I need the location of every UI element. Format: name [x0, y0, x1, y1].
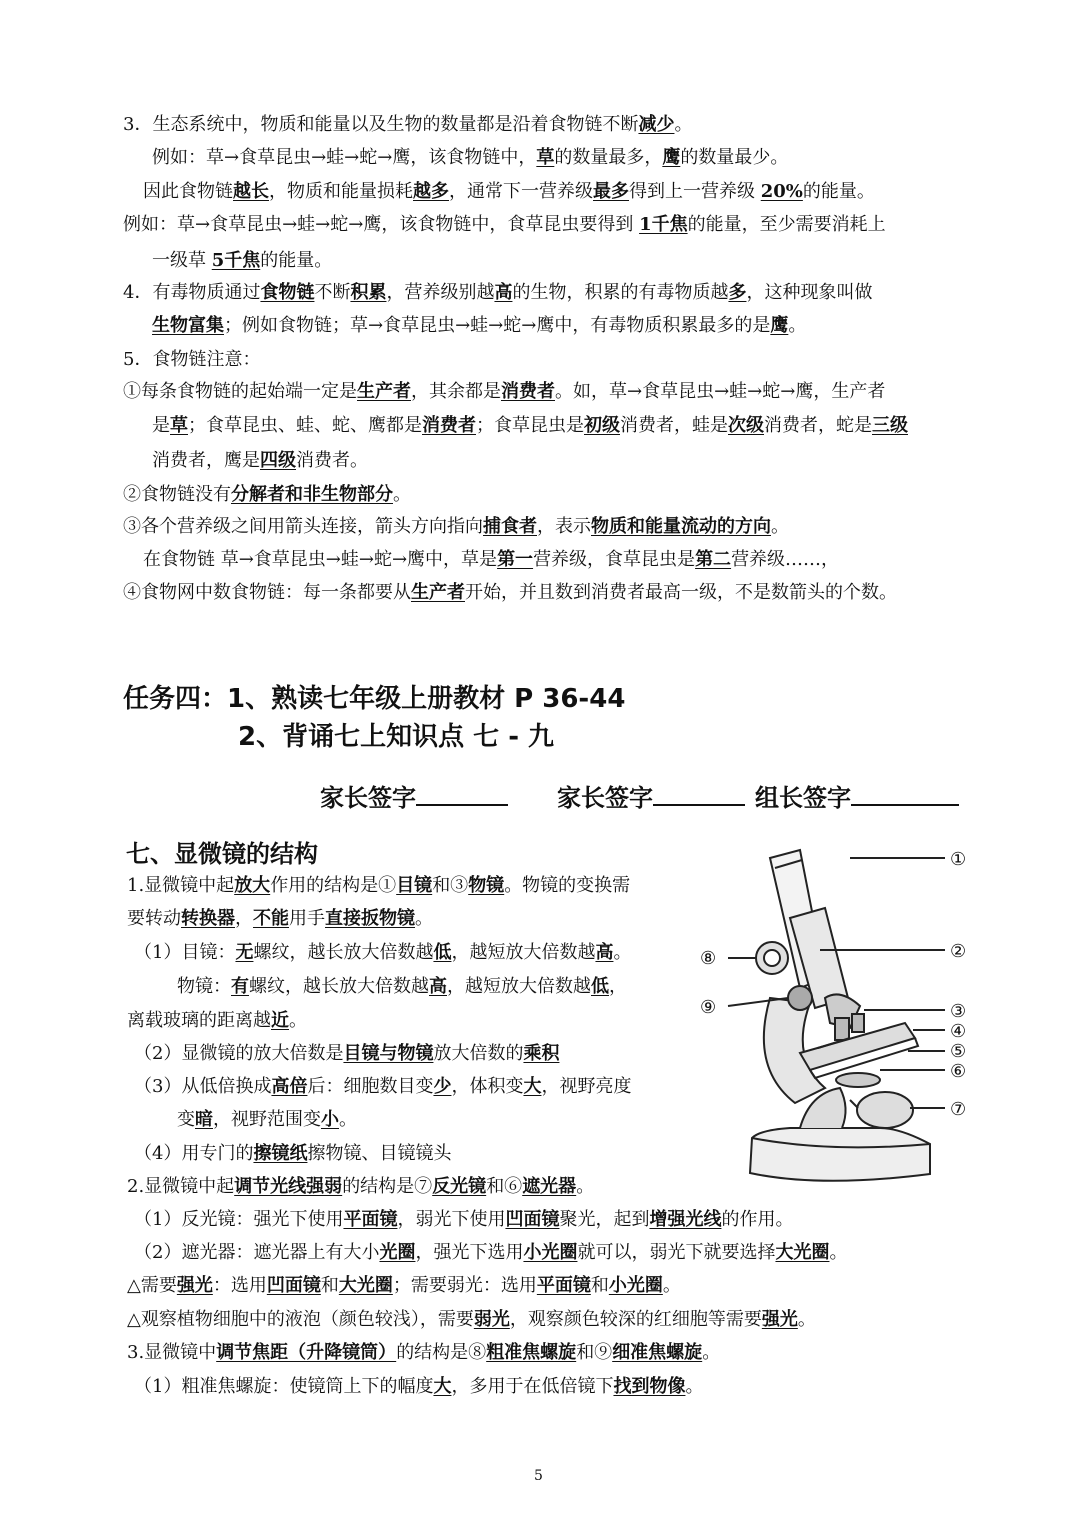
- signature-blank[interactable]: [851, 782, 959, 806]
- text-segment: 得到上一营养级: [629, 181, 761, 202]
- text-segment: ，越短放大倍数越: [451, 942, 596, 963]
- diagram-label: ⑧: [700, 948, 717, 969]
- answer-blank: 低: [591, 976, 609, 997]
- answer-blank: 物质和能量流动的方向: [591, 516, 771, 537]
- text-segment: ；需要弱光：选用: [392, 1275, 537, 1296]
- answer-blank: 大光圈: [338, 1275, 393, 1296]
- diagram-label: ①: [950, 849, 967, 870]
- text-segment: 螺纹，越长放大倍数越: [253, 942, 434, 963]
- answer-blank: 大: [433, 1376, 452, 1397]
- text-segment: 例如：草→食草昆虫→蛙→蛇→鹰，该食物链中，: [152, 147, 537, 168]
- text-segment: ，多用于在低倍镜下: [451, 1376, 614, 1397]
- text-segment: 消费者，蛇是: [764, 415, 872, 436]
- text-line: [123, 483, 411, 507]
- text-line: [143, 548, 839, 572]
- text-segment: 营养级……，: [731, 549, 840, 570]
- section-title: 七、显微镜的结构: [126, 840, 318, 868]
- text-segment: ，越短放大倍数越: [447, 976, 591, 997]
- answer-blank: 减少: [638, 114, 675, 135]
- text-line: [152, 314, 806, 338]
- answer-blank: 强光: [176, 1275, 213, 1296]
- answer-blank: 鹰: [770, 315, 789, 336]
- signature-blank[interactable]: [653, 782, 745, 806]
- text-segment: 和⑥: [486, 1176, 523, 1197]
- answer-blank: 最多: [593, 181, 629, 202]
- text-segment: 的能量。: [802, 181, 875, 202]
- answer-blank: 第二: [695, 549, 732, 570]
- text-segment: △观察植物细胞中的液泡（颜色较浅），需要: [127, 1309, 474, 1330]
- text-segment: （1）粗准焦螺旋：使镜筒上下的幅度: [134, 1376, 434, 1397]
- answer-blank: 捕食者: [483, 516, 537, 537]
- text-line: [134, 1042, 559, 1066]
- answer-blank: 有: [231, 976, 249, 997]
- text-line: [134, 1142, 451, 1166]
- task-line-2: 2、背诵七上知识点 七 - 九: [238, 722, 555, 752]
- text-segment: （4）用专门的: [134, 1143, 254, 1164]
- text-segment: 放大倍数的: [433, 1043, 524, 1064]
- text-segment: 1.显微镜中起: [127, 875, 235, 896]
- text-segment: ，通常下一营养级: [449, 181, 593, 202]
- text-segment: ，弱光下使用: [397, 1209, 506, 1230]
- answer-blank: 调节光线强弱: [234, 1176, 343, 1197]
- answer-blank: 初级: [584, 415, 620, 436]
- text-segment: 例如：草→食草昆虫→蛙→蛇→鹰，该食物链中，食草昆虫要得到: [123, 214, 640, 235]
- text-segment: 消费者。: [296, 450, 368, 471]
- answer-blank: 目镜: [396, 875, 433, 896]
- answer-blank: 多: [728, 282, 747, 303]
- text-line: [134, 1241, 847, 1265]
- answer-blank: 小光圈: [608, 1275, 663, 1296]
- objective-lens: [835, 1018, 849, 1040]
- microscope-diagram: [700, 838, 990, 1188]
- text-segment: （2）遮光器：遮光器上有大小: [134, 1242, 380, 1263]
- answer-blank: 少: [433, 1076, 452, 1097]
- answer-blank: 高倍: [271, 1076, 308, 1097]
- fine-focus-knob: [788, 986, 812, 1010]
- text-line: [127, 1274, 681, 1298]
- text-segment: 开始，并且数到消费者最高一级，不是数箭头的个数。: [465, 582, 897, 603]
- text-segment: 。: [339, 1109, 357, 1130]
- text-segment: ，营养级别越: [386, 282, 495, 303]
- page-number: 5: [534, 1468, 543, 1484]
- text-line: [127, 874, 630, 898]
- text-segment: 3．生态系统中，物质和能量以及生物的数量都是沿着食物链不断: [123, 114, 639, 135]
- answer-blank: 食物链: [260, 282, 315, 303]
- text-line: [123, 213, 886, 237]
- answer-blank: 暗: [195, 1109, 213, 1130]
- text-segment: 和③: [432, 875, 469, 896]
- text-segment: ，这种现象叫做: [746, 282, 873, 303]
- answer-blank: 反光镜: [432, 1176, 487, 1197]
- text-segment: 。: [415, 908, 433, 929]
- text-line: [127, 907, 433, 931]
- text-segment: ，观察颜色较深的红细胞等需要: [509, 1309, 762, 1330]
- text-segment: 。: [702, 1342, 721, 1363]
- text-segment: ，表示: [537, 516, 591, 537]
- answer-blank: 平面镜: [536, 1275, 591, 1296]
- text-segment: ①每条食物链的起始端一定是: [123, 381, 357, 402]
- diagram-label: ⑦: [950, 1099, 967, 1120]
- text-segment: ：选用: [212, 1275, 267, 1296]
- text-segment: 变: [177, 1109, 195, 1130]
- text-segment: 要转动: [127, 908, 181, 929]
- text-line: [134, 1075, 631, 1099]
- answer-blank: 大光圈: [775, 1242, 830, 1263]
- answer-blank: 凹面镜: [266, 1275, 321, 1296]
- mirror: [857, 1092, 913, 1128]
- text-segment: 和⑨: [576, 1342, 613, 1363]
- answer-blank: 草: [170, 415, 188, 436]
- answer-blank: 分解者和非生物部分: [231, 484, 393, 505]
- answer-blank: 生产者: [357, 381, 411, 402]
- text-segment: ，: [609, 976, 627, 997]
- text-line: [134, 941, 631, 965]
- text-segment: 。: [613, 942, 632, 963]
- answer-blank: 鹰: [662, 147, 681, 168]
- text-segment: （1）目镜：: [134, 942, 236, 963]
- answer-blank: 高: [494, 282, 513, 303]
- text-segment: 螺纹，越长放大倍数越: [249, 976, 429, 997]
- answer-blank: 物镜: [468, 875, 505, 896]
- text-line: [152, 249, 332, 273]
- answer-blank: 粗准焦螺旋: [486, 1342, 577, 1363]
- diaphragm: [836, 1073, 880, 1087]
- diagram-label: ⑤: [950, 1041, 967, 1062]
- text-line: [123, 380, 885, 404]
- text-segment: ；食草昆虫、蛙、蛇、鹰都是: [188, 415, 422, 436]
- parent-signature-label: 家长签字: [320, 784, 416, 812]
- microscope-base: [750, 1128, 930, 1181]
- text-segment: 是: [152, 415, 170, 436]
- text-line: [152, 414, 908, 438]
- text-segment: 后：细胞数目变: [307, 1076, 434, 1097]
- text-segment: 物镜：: [177, 976, 231, 997]
- answer-blank: 增强光线: [649, 1209, 722, 1230]
- text-segment: 的生物，积累的有毒物质越: [512, 282, 729, 303]
- text-segment: 。: [674, 114, 693, 135]
- text-segment: 不断: [314, 282, 351, 303]
- text-segment: （3）从低倍换成: [134, 1076, 272, 1097]
- text-segment: 。: [289, 1010, 307, 1031]
- diagram-label: ③: [950, 1001, 967, 1022]
- answer-blank: 小光圈: [523, 1242, 578, 1263]
- answer-blank: 乘积: [523, 1043, 560, 1064]
- text-segment: ，视野亮度: [541, 1076, 632, 1097]
- answer-blank: 生物富集: [152, 315, 224, 336]
- text-line: [123, 281, 872, 305]
- answer-blank: 凹面镜: [505, 1209, 560, 1230]
- answer-blank: 次级: [728, 415, 764, 436]
- answer-blank: 生产者: [411, 582, 465, 603]
- text-segment: 。: [662, 1275, 681, 1296]
- answer-blank: 调节焦距（升降镜筒）: [216, 1342, 397, 1363]
- parent-signature-1: [320, 778, 508, 813]
- answer-blank: 越多: [413, 181, 449, 202]
- diagram-label: ②: [950, 941, 967, 962]
- text-line: [134, 1208, 793, 1232]
- text-segment: ，体积变: [451, 1076, 524, 1097]
- text-segment: ；食草昆虫是: [476, 415, 584, 436]
- text-segment: 。: [576, 1176, 595, 1197]
- answer-blank: 找到物像: [613, 1376, 686, 1397]
- text-segment: 。: [829, 1242, 848, 1263]
- text-line: [152, 146, 788, 170]
- parent-signature-2: [557, 778, 745, 813]
- answer-blank: 遮光器: [522, 1176, 577, 1197]
- text-segment: 的结构是⑧: [396, 1342, 487, 1363]
- text-line: [123, 348, 260, 372]
- text-segment: 。: [393, 484, 411, 505]
- text-segment: 的能量，至少需要消耗上: [687, 214, 886, 235]
- text-segment: 擦物镜、目镜镜头: [307, 1143, 452, 1164]
- answer-blank: 擦镜纸: [253, 1143, 308, 1164]
- answer-blank: 无: [235, 942, 254, 963]
- text-segment: （2）显微镜的放大倍数是: [134, 1043, 344, 1064]
- text-segment: 用手: [289, 908, 325, 929]
- text-segment: 作用的结构是①: [270, 875, 397, 896]
- answer-blank: 消费者: [422, 415, 476, 436]
- text-line: [127, 1308, 816, 1332]
- answer-blank: 5千焦: [211, 250, 261, 271]
- answer-blank: 高: [429, 976, 447, 997]
- text-segment: ；例如食物链；草→食草昆虫→蛙→蛇→鹰中，有毒物质积累最多的是: [224, 315, 771, 336]
- text-line: [177, 975, 627, 999]
- text-segment: ④食物网中数食物链：每一条都要从: [123, 582, 411, 603]
- answer-blank: 转换器: [181, 908, 235, 929]
- diagram-label: ⑥: [950, 1061, 967, 1082]
- text-segment: 聚光，起到: [559, 1209, 650, 1230]
- answer-blank: 第一: [497, 549, 534, 570]
- text-segment: 5．食物链注意：: [123, 349, 261, 370]
- text-segment: 4．有毒物质通过: [123, 282, 261, 303]
- parent-signature-label: 家长签字: [557, 784, 653, 812]
- text-line: [127, 1009, 307, 1033]
- text-segment: 和: [320, 1275, 339, 1296]
- text-segment: 。: [685, 1376, 704, 1397]
- text-segment: 2.显微镜中起: [127, 1176, 235, 1197]
- text-segment: 因此食物链: [143, 181, 233, 202]
- answer-blank: 直接扳物镜: [325, 908, 415, 929]
- text-segment: ，: [235, 908, 253, 929]
- text-line: [123, 581, 897, 605]
- text-line: [127, 1175, 594, 1199]
- text-segment: ，物质和能量损耗: [269, 181, 413, 202]
- leader-signature-label: 组长签字: [755, 784, 851, 812]
- text-segment: 消费者，鹰是: [152, 450, 260, 471]
- text-segment: 。如，草→食草昆虫→蛙→蛇→鹰，生产者: [555, 381, 886, 402]
- answer-blank: 低: [433, 942, 452, 963]
- text-segment: 营养级，食草昆虫是: [533, 549, 696, 570]
- text-segment: 消费者，蛙是: [620, 415, 728, 436]
- answer-blank: 积累: [350, 282, 387, 303]
- text-segment: 。物镜的变换需: [504, 875, 631, 896]
- answer-blank: 光圈: [379, 1242, 416, 1263]
- answer-blank: 消费者: [501, 381, 555, 402]
- answer-blank: 20%: [760, 181, 803, 202]
- answer-blank: 强光: [761, 1309, 798, 1330]
- signature-blank[interactable]: [416, 782, 508, 806]
- answer-blank: 细准焦螺旋: [612, 1342, 703, 1363]
- answer-blank: 弱光: [473, 1309, 510, 1330]
- answer-blank: 小: [321, 1109, 339, 1130]
- answer-blank: 高: [595, 942, 614, 963]
- text-segment: 就可以，弱光下就要选择: [577, 1242, 776, 1263]
- text-line: [127, 1341, 720, 1365]
- text-segment: （1）反光镜：强光下使用: [134, 1209, 344, 1230]
- answer-blank: 近: [271, 1010, 289, 1031]
- text-segment: ，强光下选用: [415, 1242, 524, 1263]
- answer-blank: 放大: [234, 875, 271, 896]
- leader-signature: [755, 778, 959, 813]
- text-segment: 。: [771, 516, 789, 537]
- answer-blank: 不能: [253, 908, 289, 929]
- text-segment: 3.显微镜中: [127, 1342, 217, 1363]
- text-segment: 在食物链 草→食草昆虫→蛙→蛇→鹰中，草是: [143, 549, 498, 570]
- answer-blank: 三级: [872, 415, 908, 436]
- answer-blank: 草: [536, 147, 555, 168]
- text-segment: 一级草: [152, 250, 212, 271]
- answer-blank: 目镜与物镜: [343, 1043, 434, 1064]
- text-segment: 。: [788, 315, 807, 336]
- text-line: [177, 1108, 357, 1132]
- answer-blank: 1千焦: [639, 214, 688, 235]
- text-segment: ③各个营养级之间用箭头连接，箭头方向指向: [123, 516, 483, 537]
- text-segment: 离载玻璃的距离越: [127, 1010, 271, 1031]
- text-segment: 的作用。: [721, 1209, 794, 1230]
- text-segment: 。: [797, 1309, 816, 1330]
- text-line: [152, 449, 368, 473]
- text-line: [123, 113, 692, 137]
- text-segment: 的结构是⑦: [342, 1176, 433, 1197]
- objective-lens: [852, 1014, 864, 1032]
- text-line: [123, 515, 789, 539]
- text-segment: ②食物链没有: [123, 484, 231, 505]
- answer-blank: 越长: [233, 181, 269, 202]
- text-segment: 的数量最少。: [680, 147, 789, 168]
- text-line: [134, 1375, 703, 1399]
- answer-blank: 平面镜: [343, 1209, 398, 1230]
- diagram-label: ⑨: [700, 997, 717, 1018]
- diagram-label: ④: [950, 1021, 967, 1042]
- text-segment: ，视野范围变: [213, 1109, 321, 1130]
- text-line: [143, 180, 875, 204]
- text-segment: 的数量最多，: [554, 147, 663, 168]
- text-segment: 的能量。: [260, 250, 333, 271]
- text-segment: 和: [590, 1275, 609, 1296]
- answer-blank: 大: [523, 1076, 542, 1097]
- task-line-1: 任务四：1、熟读七年级上册教材 P 36-44: [123, 684, 626, 714]
- text-segment: ，其余都是: [411, 381, 501, 402]
- answer-blank: 四级: [260, 450, 296, 471]
- text-segment: △需要: [127, 1275, 177, 1296]
